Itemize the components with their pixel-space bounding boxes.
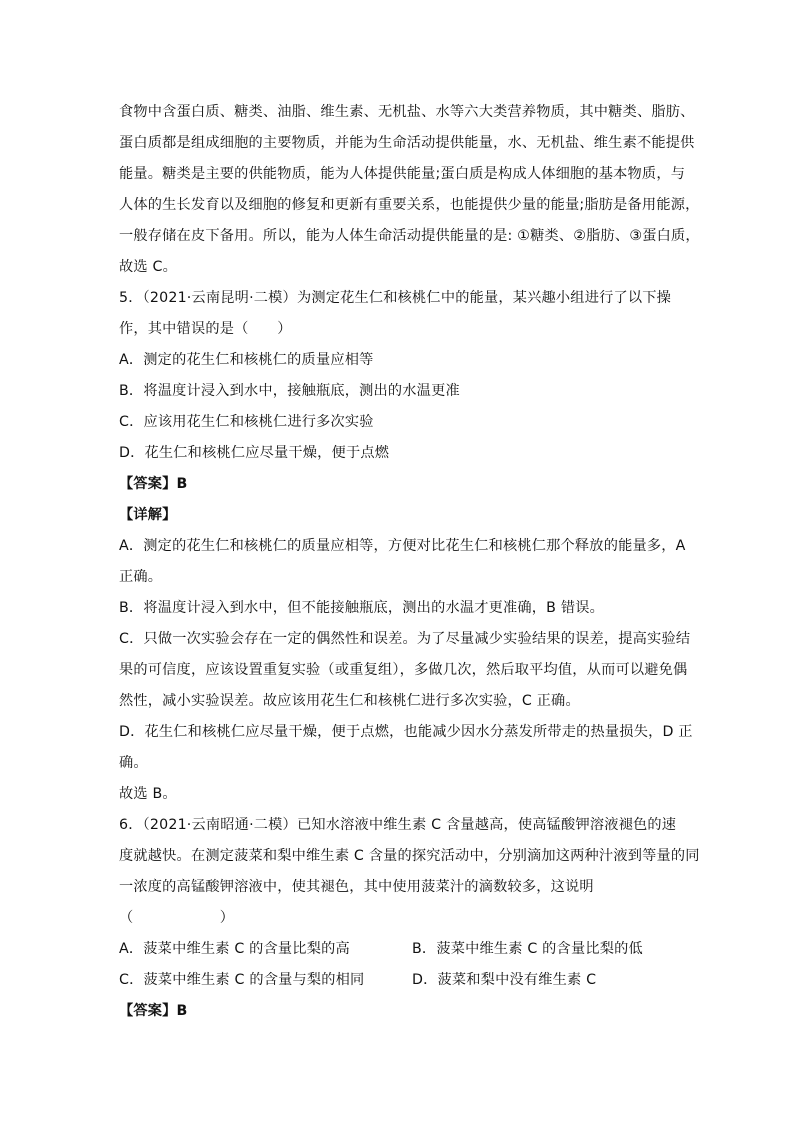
question-5-answer: 【答案】B bbox=[119, 476, 188, 492]
question-5-detail-line: D．花生仁和核桃仁应尽量干燥，便于点燃，也能减少因水分蒸发所带走的热量损失，D 正 bbox=[119, 724, 693, 740]
question-5-option-b: B．将温度计浸入到水中，接触瓶底，测出的水温更准 bbox=[119, 383, 460, 399]
question-5-detail-line: 果的可信度，应该设置重复实验（或重复组），多做几次，然后取平均值，从而可以避免偶 bbox=[119, 662, 688, 678]
question-5-detail-line: A．测定的花生仁和核桃仁的质量应相等，方便对比花生仁和核桃仁那个释放的能量多，A bbox=[119, 538, 686, 554]
question-5-stem: 作，其中错误的是（ ） bbox=[119, 321, 292, 337]
question-5-detail-line: C．只做一次实验会存在一定的偶然性和误差。为了尽量减少实验结果的误差，提高实验结 bbox=[119, 631, 691, 647]
question-6-answer: 【答案】B bbox=[119, 1003, 188, 1019]
question-5-stem: 5．（2021·云南昆明·二模）为测定花生仁和核桃仁中的能量，某兴趣小组进行了以下操 bbox=[119, 290, 672, 306]
question-5-detail-line: 确。 bbox=[119, 755, 148, 771]
question-5-option-a: A．测定的花生仁和核桃仁的质量应相等 bbox=[119, 352, 374, 368]
question-5-conclusion: 故选 B。 bbox=[119, 786, 177, 802]
passage-line: 一般存储在皮下备用。所以，能为人体生命活动提供能量的是: ①糖类、②脂肪、③蛋白质， bbox=[119, 228, 700, 244]
question-5-option-d: D．花生仁和核桃仁应尽量干燥，便于点燃 bbox=[119, 445, 390, 461]
question-6-option-a: A．菠菜中维生素 C 的含量比梨的高 bbox=[119, 941, 350, 957]
question-5-detail-heading: 【详解】 bbox=[119, 507, 177, 523]
question-6-stem: 6．（2021·云南昭通·二模）已知水溶液中维生素 C 含量越高，使高锰酸钾溶液褪色的速 bbox=[119, 817, 677, 833]
question-5-option-c: C．应该用花生仁和核桃仁进行多次实验 bbox=[119, 414, 374, 430]
question-6-blank: （ ） bbox=[119, 910, 235, 926]
passage-line: 蛋白质都是组成细胞的主要物质，并能为生命活动提供能量，水、无机盐、维生素不能提供 bbox=[119, 135, 695, 151]
passage-line: 人体的生长发育以及细胞的修复和更新有重要关系，也能提供少量的能量;脂肪是备用能源， bbox=[119, 197, 700, 213]
question-5-detail-line: 正确。 bbox=[119, 569, 163, 585]
question-6-option-b: B．菠菜中维生素 C 的含量比梨的低 bbox=[412, 941, 643, 957]
passage-conclusion: 故选 C。 bbox=[119, 259, 177, 275]
passage-line: 能量。糖类是主要的供能物质，能为人体提供能量;蛋白质是构成人体细胞的基本物质，与 bbox=[119, 166, 686, 182]
question-5-detail-line: B．将温度计浸入到水中，但不能接触瓶底，测出的水温才更准确，B 错误。 bbox=[119, 600, 604, 616]
question-5-detail-line: 然性，减小实验误差。故应该用花生仁和核桃仁进行多次实验，C 正确。 bbox=[119, 693, 580, 709]
passage-line: 食物中含蛋白质、糖类、油脂、维生素、无机盐、水等六大类营养物质，其中糖类、脂肪、 bbox=[119, 104, 695, 120]
question-6-option-d: D．菠菜和梨中没有维生素 C bbox=[412, 972, 597, 988]
question-6-stem: 一浓度的高锰酸钾溶液中，使其褪色，其中使用菠菜汁的滴数较多，这说明 bbox=[119, 879, 594, 895]
question-6-stem: 度就越快。在测定菠菜和梨中维生素 C 含量的探究活动中，分别滴加这两种汁液到等量的同 bbox=[119, 848, 700, 864]
question-6-option-c: C．菠菜中维生素 C 的含量与梨的相同 bbox=[119, 972, 365, 988]
